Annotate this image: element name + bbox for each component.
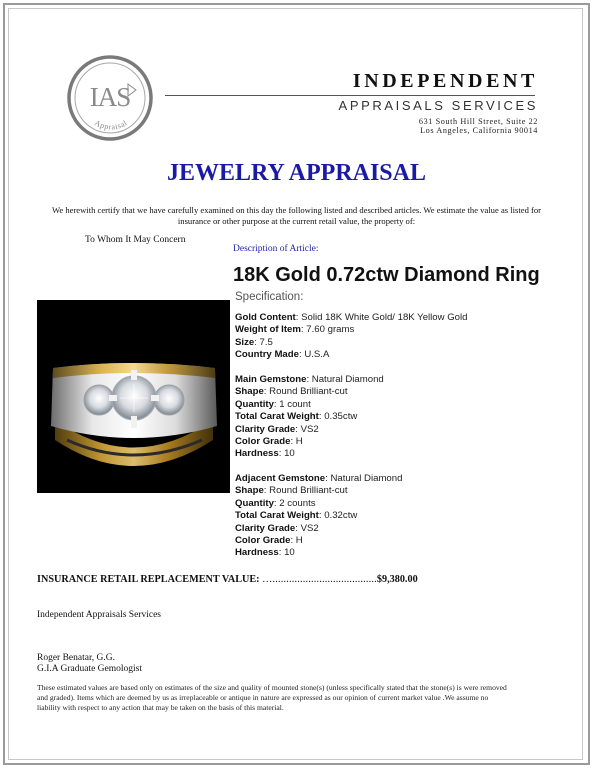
spec-label: Adjacent Gemstone — [235, 473, 326, 485]
spec-label: Color Grade — [235, 535, 291, 547]
spec-value: 10 — [284, 448, 295, 460]
document-title: JEWELRY APPRAISAL — [167, 160, 426, 186]
spec-row: Total Carat Weight: 0.32ctw — [235, 510, 358, 522]
address-line-2: Los Angeles, California 90014 — [420, 126, 538, 135]
specification-label: Specification: — [235, 291, 304, 303]
insurance-amount: $9,380.00 — [376, 574, 418, 585]
description-label: Description of Article: — [233, 244, 319, 254]
spec-value: Round Brilliant-cut — [269, 386, 348, 398]
ring-photo — [37, 300, 230, 493]
item-title: 18K Gold 0.72ctw Diamond Ring — [233, 264, 540, 286]
insurance-value-line — [37, 574, 418, 585]
spec-value: VS2 — [300, 522, 319, 534]
spec-value: 7.60 grams — [306, 324, 355, 336]
spec-label: Quantity — [235, 398, 274, 410]
spec-value: 10 — [284, 547, 295, 559]
spec-value: H — [295, 435, 303, 447]
spec-row: Hardness: 10 — [235, 448, 295, 460]
spec-row: Gold Content: Solid 18K White Gold/ 18K Yellow Gold — [235, 312, 468, 323]
spec-label: Shape — [235, 485, 264, 497]
signature-company: Independent Appraisals Services — [37, 610, 161, 620]
spec-value: U.S.A — [304, 349, 330, 361]
spec-row: Main Gemstone: Natural Diamond — [235, 373, 384, 385]
spec-value: Round Brilliant-cut — [269, 485, 348, 497]
certification-text: We herewith certify that we have carefully examined on this day the following listed and described articles. We estimate the value as listed for insurance or other purpose at the current retail value, the property of: — [51, 205, 542, 226]
spec-row: Quantity: 2 counts — [235, 497, 316, 509]
spec-label: Hardness — [235, 547, 279, 559]
spec-label: Color Grade — [235, 435, 291, 447]
spec-spacer — [235, 362, 468, 374]
company-name: INDEPENDENT — [352, 70, 538, 92]
spec-value: 7.5 — [259, 336, 273, 348]
logo-initials: IAS — [89, 82, 131, 112]
spec-label: Total Carat Weight — [235, 411, 319, 423]
logo-arc-text: Appraisal — [93, 118, 129, 132]
spec-value: 2 counts — [279, 497, 316, 509]
spec-label: Main Gemstone — [235, 373, 307, 385]
header-rule — [165, 95, 535, 96]
insurance-label: INSURANCE RETAIL REPLACEMENT VALUE: — [37, 574, 260, 585]
spec-label: Total Carat Weight — [235, 510, 319, 522]
spec-row: Adjacent Gemstone: Natural Diamond — [235, 473, 403, 485]
spec-label: Clarity Grade — [235, 423, 296, 435]
spec-row: Weight of Item: 7.60 grams — [235, 324, 355, 336]
spec-row: Shape: Round Brilliant-cut — [235, 485, 348, 497]
disclaimer-text: These estimated values are based only on estimates of the size and quality of mounted stone(s) (unless specifically stated that the stone(s) is were removed and graded). Items which are deemed by us as irreplaceable or antique in nature are expressed as our opinion of current market value .We assume no liability with respect to any action that may be taken on the basis of this material. — [37, 683, 507, 712]
spec-value: H — [295, 535, 303, 547]
spec-value: 0.32ctw — [324, 510, 358, 522]
spec-row: Country Made: U.S.A — [235, 349, 330, 361]
ring-illustration — [37, 300, 230, 493]
spec-label: Weight of Item — [235, 324, 301, 336]
spec-value: 1 count — [279, 398, 311, 410]
spec-label: Country Made — [235, 349, 299, 361]
appraiser-name: Roger Benatar, G.G. — [37, 653, 115, 663]
company-logo — [66, 54, 154, 142]
spec-label: Gold Content — [235, 312, 296, 323]
company-subtitle: APPRAISALS SERVICES — [338, 98, 538, 113]
spec-value: Natural Diamond — [330, 473, 403, 485]
insurance-leader-dots: …...................................... — [262, 574, 377, 585]
logo-seal-graphic — [66, 54, 154, 142]
spec-row: Shape: Round Brilliant-cut — [235, 386, 348, 398]
spec-row: Color Grade: H — [235, 435, 303, 447]
spec-label: Clarity Grade — [235, 522, 296, 534]
address-line-1: 631 South Hill Street, Suite 22 — [418, 117, 538, 126]
specification-list — [235, 312, 468, 560]
spec-value: 0.35ctw — [324, 411, 358, 423]
spec-label: Shape — [235, 386, 264, 398]
spec-spacer — [235, 461, 468, 473]
spec-row: Size: 7.5 — [235, 336, 273, 348]
spec-row: Color Grade: H — [235, 535, 303, 547]
spec-value: VS2 — [300, 423, 319, 435]
spec-label: Hardness — [235, 448, 279, 460]
appraiser-title: G.I.A Graduate Gemologist — [37, 664, 143, 674]
spec-row: Quantity: 1 count — [235, 398, 311, 410]
spec-value: Natural Diamond — [311, 373, 384, 385]
spec-label: Quantity — [235, 497, 274, 509]
spec-row: Clarity Grade: VS2 — [235, 423, 319, 435]
spec-row: Clarity Grade: VS2 — [235, 522, 319, 534]
spec-value: Solid 18K White Gold/ 18K Yellow Gold — [301, 312, 468, 323]
spec-row: Hardness: 10 — [235, 547, 295, 559]
spec-label: Size — [235, 336, 255, 348]
recipient: To Whom It May Concern — [85, 235, 186, 245]
spec-row: Total Carat Weight: 0.35ctw — [235, 411, 358, 423]
